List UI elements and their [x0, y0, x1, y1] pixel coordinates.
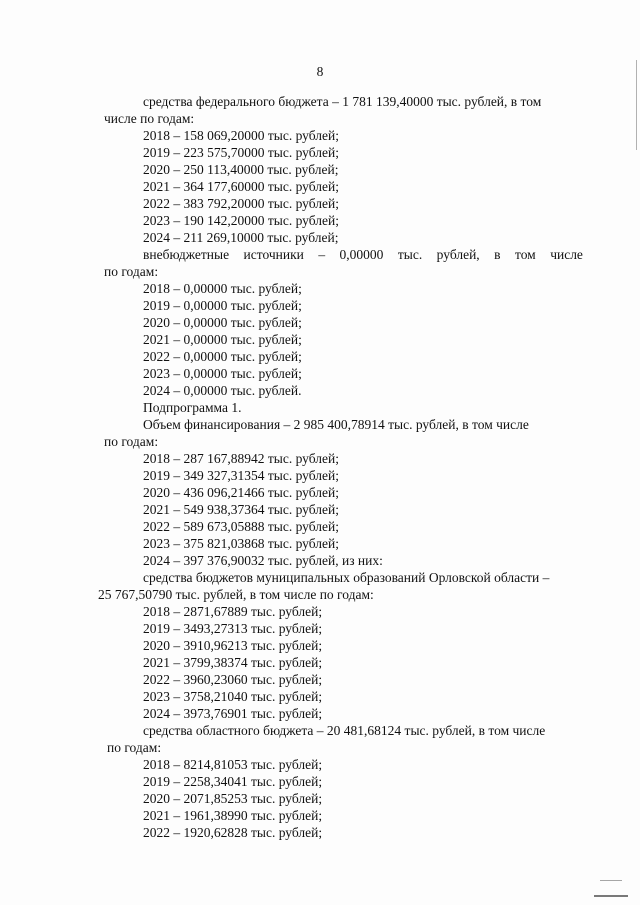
municipal-year-2018: 2018 – 2871,67889 тыс. рублей;	[143, 604, 323, 619]
extrabudget-word: –	[318, 247, 326, 262]
extrabudget-year-2022: 2022 – 0,00000 тыс. рублей;	[143, 349, 302, 364]
extrabudget-year-2021: 2021 – 0,00000 тыс. рублей;	[143, 332, 302, 347]
municipal-year-2022: 2022 – 3960,23060 тыс. рублей;	[143, 672, 323, 687]
regional-year-2020: 2020 – 2071,85253 тыс. рублей;	[143, 791, 323, 806]
municipal-year-2021: 2021 – 3799,38374 тыс. рублей;	[143, 655, 323, 670]
regional-intro-line2: по годам:	[107, 740, 162, 755]
subprogram-year-2021: 2021 – 549 938,37364 тыс. рублей;	[143, 502, 339, 517]
subprogram-year-2024: 2024 – 397 376,90032 тыс. рублей, из них:	[143, 553, 383, 568]
subprogram-year-2022: 2022 – 589 673,05888 тыс. рублей;	[143, 519, 339, 534]
regional-intro-line1: средства областного бюджета – 20 481,68124 тыс. рублей, в том числе	[143, 723, 546, 738]
extrabudget-intro-line2: по годам:	[104, 264, 159, 279]
extrabudget-year-2023: 2023 – 0,00000 тыс. рублей;	[143, 366, 302, 381]
subprogram-year-2019: 2019 – 349 327,31354 тыс. рублей;	[143, 468, 339, 483]
extrabudget-year-2019: 2019 – 0,00000 тыс. рублей;	[143, 298, 302, 313]
extrabudget-year-2024: 2024 – 0,00000 тыс. рублей.	[143, 383, 302, 398]
regional-year-2018: 2018 – 8214,81053 тыс. рублей;	[143, 757, 323, 772]
subprogram-year-2018: 2018 – 287 167,88942 тыс. рублей;	[143, 451, 339, 466]
extrabudget-word: рублей,	[436, 247, 480, 262]
municipal-intro-line1: средства бюджетов муниципальных образований Орловской области –	[143, 570, 550, 585]
municipal-year-2023: 2023 – 3758,21040 тыс. рублей;	[143, 689, 323, 704]
scan-edge-mark	[594, 895, 628, 897]
scan-edge-mark	[636, 60, 637, 150]
extrabudget-word: внебюджетные	[143, 247, 230, 262]
extrabudget-word: в	[494, 247, 501, 262]
extrabudget-word: числе	[550, 247, 583, 262]
regional-year-2022: 2022 – 1920,62828 тыс. рублей;	[143, 825, 323, 840]
subprogram-volume-line2: по годам:	[104, 434, 159, 449]
municipal-year-2019: 2019 – 3493,27313 тыс. рублей;	[143, 621, 323, 636]
federal-year-2020: 2020 – 250 113,40000 тыс. рублей;	[143, 162, 339, 177]
extrabudget-word: том	[514, 247, 536, 262]
municipal-year-2020: 2020 – 3910,96213 тыс. рублей;	[143, 638, 323, 653]
extrabudget-intro-line1	[143, 247, 583, 263]
federal-year-2022: 2022 – 383 792,20000 тыс. рублей;	[143, 196, 339, 211]
federal-year-2018: 2018 – 158 069,20000 тыс. рублей;	[143, 128, 339, 143]
federal-intro-line1: средства федерального бюджета – 1 781 139,40000 тыс. рублей, в том	[143, 94, 542, 109]
municipal-year-2024: 2024 – 3973,76901 тыс. рублей;	[143, 706, 323, 721]
scan-edge-mark	[600, 880, 622, 881]
subprogram-year-2020: 2020 – 436 096,21466 тыс. рублей;	[143, 485, 339, 500]
extrabudget-word: тыс.	[397, 247, 423, 262]
federal-year-2023: 2023 – 190 142,20000 тыс. рублей;	[143, 213, 339, 228]
municipal-intro-line2: 25 767,50790 тыс. рублей, в том числе по годам:	[98, 587, 374, 602]
subprogram-year-2023: 2023 – 375 821,03868 тыс. рублей;	[143, 536, 339, 551]
extrabudget-year-2020: 2020 – 0,00000 тыс. рублей;	[143, 315, 302, 330]
extrabudget-word: источники	[243, 247, 304, 262]
extrabudget-word: 0,00000	[339, 247, 384, 262]
federal-year-2019: 2019 – 223 575,70000 тыс. рублей;	[143, 145, 339, 160]
federal-intro-line2: числе по годам:	[104, 111, 195, 126]
extrabudget-year-2018: 2018 – 0,00000 тыс. рублей;	[143, 281, 302, 296]
federal-year-2024: 2024 – 211 269,10000 тыс. рублей;	[143, 230, 339, 245]
subprogram-volume-line1: Объем финансирования – 2 985 400,78914 тыс. рублей, в том числе	[143, 417, 529, 432]
regional-year-2021: 2021 – 1961,38990 тыс. рублей;	[143, 808, 323, 823]
page-number: 8	[316, 64, 324, 79]
subprogram-title: Подпрограмма 1.	[143, 400, 242, 415]
federal-year-2021: 2021 – 364 177,60000 тыс. рублей;	[143, 179, 339, 194]
regional-year-2019: 2019 – 2258,34041 тыс. рублей;	[143, 774, 323, 789]
